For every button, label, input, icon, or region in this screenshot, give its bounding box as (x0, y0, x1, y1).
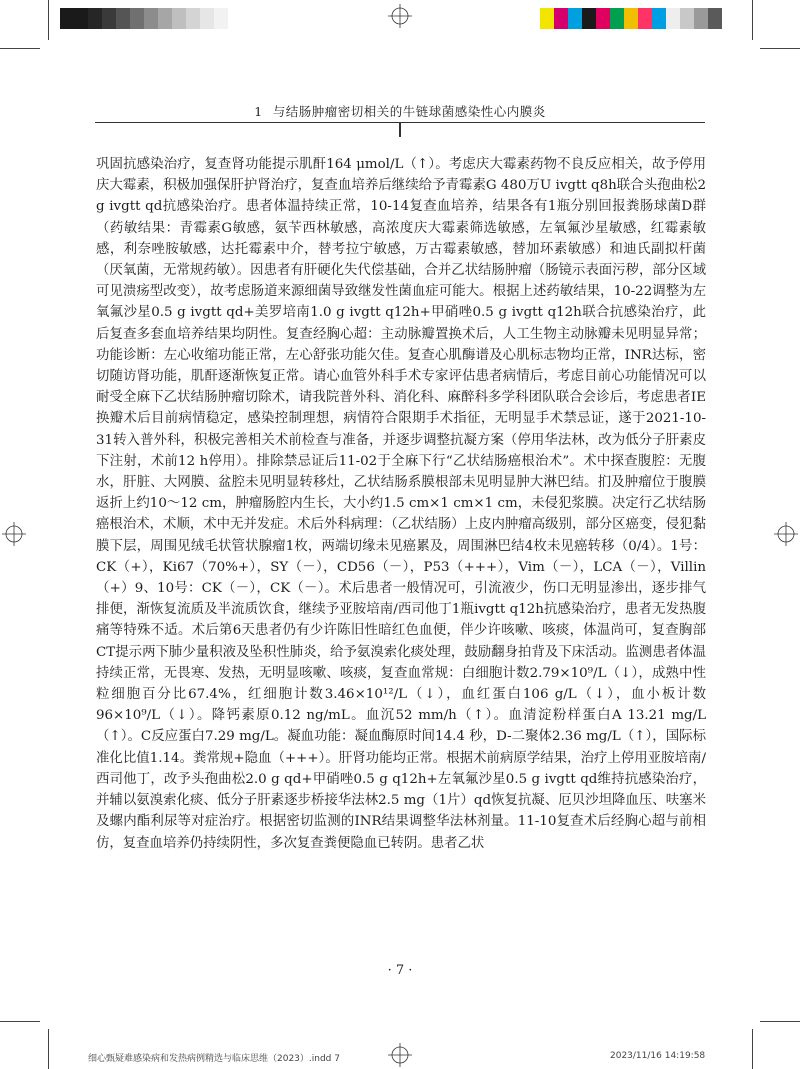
chapter-title: 与结肠肿瘤密切相关的牛链球菌感染性心内膜炎 (272, 104, 546, 119)
crop-mark (0, 1021, 40, 1022)
footer-file-name: 细心甄疑难感染病和发热病例精选与临床思维（2023）.indd 7 (88, 1054, 340, 1064)
body-text (96, 154, 706, 854)
color-swatch (200, 8, 214, 29)
color-swatch (102, 8, 116, 29)
color-swatch (540, 8, 554, 29)
color-swatch (172, 8, 186, 29)
color-swatch (596, 8, 610, 29)
crop-mark (752, 0, 753, 40)
color-swatch (554, 8, 568, 29)
crop-mark (760, 48, 800, 49)
color-swatch (638, 8, 652, 29)
color-swatch (624, 8, 638, 29)
color-swatch (708, 8, 722, 29)
color-swatch (610, 8, 624, 29)
color-swatch (130, 8, 144, 29)
color-swatch (568, 8, 582, 29)
color-swatch (88, 8, 102, 29)
color-swatch (214, 8, 228, 29)
color-swatch (60, 8, 74, 29)
page-number: · 7 · (387, 963, 413, 978)
color-swatch (652, 8, 666, 29)
color-swatch (186, 8, 200, 29)
footer-timestamp: 2023/11/16 14:19:58 (610, 1051, 706, 1061)
registration-mark-top (388, 4, 412, 28)
color-swatch (680, 8, 694, 29)
crop-mark (48, 1029, 49, 1069)
crop-mark (48, 0, 49, 40)
crop-mark (760, 1021, 800, 1022)
crop-mark (752, 1029, 753, 1069)
color-swatch (74, 8, 88, 29)
grayscale-swatch-bar (60, 8, 228, 29)
registration-mark-bottom (388, 1043, 412, 1067)
body-paragraph: 巩固抗感染治疗，复查肾功能提示肌酐164 μmol/L（↑）。考虑庆大霉素药物不良反应相关，故予停用庆大霉素，积极加强保肝护肾治疗，复查血培养后继续给予青霉素G 480万U ivgtt q8h联合头孢曲松2 g ivgtt qd抗感染治疗。患者体温持续正常，10-14复查血培养，结果各有1瓶分别回报粪肠球菌D群（药敏结果：青霉素G敏感，氨苄西林敏感，高浓度庆大霉素筛选敏感，左氧氟沙星敏感，红霉素敏感，利奈唑胺敏感，达托霉素中介，替考拉宁敏感，万古霉素敏感，替加环素敏感）和迪氏副拟杆菌（厌氧菌，无常规药敏）。因患者有肝硬化失代偿基础，合并乙状结肠肿瘤（肠镜示表面污秽，部分区域可见溃疡型改变），故考虑肠道来源细菌导致继发性菌血症可能大。根据上述药敏结果，10-22调整为左氧氟沙星0.5 g ivgtt qd+美罗培南1.0 g ivgtt q12h+甲硝唑0.5 g ivgtt q12h联合抗感染治疗，此后复查多套血培养结果均阴性。复查经胸心超：主动脉瓣置换术后，人工生物主动脉瓣未见明显异常；功能诊断：左心收缩功能正常，左心舒张功能欠佳。复查心肌酶谱及心肌标志物均正常，INR达标，密切随访肾功能，肌酐逐渐恢复正常。请心血管外科手术专家评估患者病情后，考虑目前心功能情况可以耐受全麻下乙状结肠肿瘤切除术，请我院普外科、消化科、麻醉科多学科团队联合会诊后，考虑患者IE换瓣术后目前病情稳定，感染控制理想，病情符合限期手术指征，无明显手术禁忌证，遂于2021-10-31转入普外科，积极完善相关术前检查与准备，并逐步调整抗凝方案（停用华法林，改为低分子肝素皮下注射，术前12 h停用）。排除禁忌证后11-02于全麻下行“乙状结肠癌根治术”。术中探查腹腔：无腹水，肝脏、大网膜、盆腔未见明显转移灶，乙状结肠系膜根部未见明显肿大淋巴结。扪及肿瘤位于腹膜返折上约10～12 cm，肿瘤肠腔内生长，大小约1.5 cm×1 cm×1 cm，未侵犯浆膜。决定行乙状结肠癌根治术，术顺，术中无并发症。术后外科病理：（乙状结肠）上皮内肿瘤高级别，部分区癌变，侵犯黏膜下层，周围见绒毛状管状腺瘤1枚，两端切缘未见癌累及，周围淋巴结4枚未见癌转移（0/4）。1号：CK（+），Ki67（70%+），SY（－），CD56（－），P53（+++），Vim（－），LCA（－），Villin（+）9、10号：CK（－），CK（－）。术后患者一般情况可，引流液少，伤口无明显渗出，逐步排气排便，渐恢复流质及半流质饮食，继续予亚胺培南/西司他丁1瓶ivgtt q12h抗感染治疗，患者无发热腹痛等特殊不适。术后第6天患者仍有少许陈旧性暗红色血便，伴少许咳嗽、咳痰，体温尚可，复查胸部CT提示两下肺少量积液及坠积性肺炎，给予氨溴索化痰处理，鼓励翻身拍背及下床活动。监测患者体温持续正常，无畏寒、发热，无明显咳嗽、咳痰，复查血常规：白细胞计数2.79×10⁹/L（↓），成熟中性粒细胞百分比67.4%，红细胞计数3.46×10¹²/L（↓），血红蛋白106 g/L（↓），血小板计数96×10⁹/L（↓）。降钙素原0.12 ng/mL。血沉52 mm/h（↑）。血清淀粉样蛋白A 13.21 mg/L（↑）。C反应蛋白7.29 mg/L。凝血功能：凝血酶原时间14.4 秒，D-二聚体2.36 mg/L（↑），国际标准化比值1.14。粪常规+隐血（+++）。肝肾功能均正常。根据术前病原学结果，治疗上停用亚胺培南/西司他丁，改予头孢曲松2.0 g qd+甲硝唑0.5 g q12h+左氧氟沙星0.5 g ivgtt qd维持抗感染治疗，并辅以氨溴索化痰、低分子肝素逐步桥接华法林2.5 mg（1片）qd恢复抗凝、厄贝沙坦降血压、呋塞米及螺内酯利尿等对症治疗。根据密切监测的INR结果调整华法林剂量。11-10复查术后经胸心超与前相仿，复查血培养仍持续阴性，多次复查粪便隐血已转阴。患者乙状 (96, 157, 706, 851)
registration-mark-left (2, 522, 26, 546)
color-swatch (116, 8, 130, 29)
chapter-number: 1 (254, 104, 263, 119)
color-swatch-bar (540, 8, 722, 29)
crop-mark (0, 48, 40, 49)
color-swatch (144, 8, 158, 29)
color-swatch (582, 8, 596, 29)
header-tick (399, 123, 401, 137)
registration-mark-right (774, 522, 798, 546)
color-swatch (694, 8, 708, 29)
color-swatch (666, 8, 680, 29)
running-header (0, 102, 800, 120)
color-swatch (158, 8, 172, 29)
